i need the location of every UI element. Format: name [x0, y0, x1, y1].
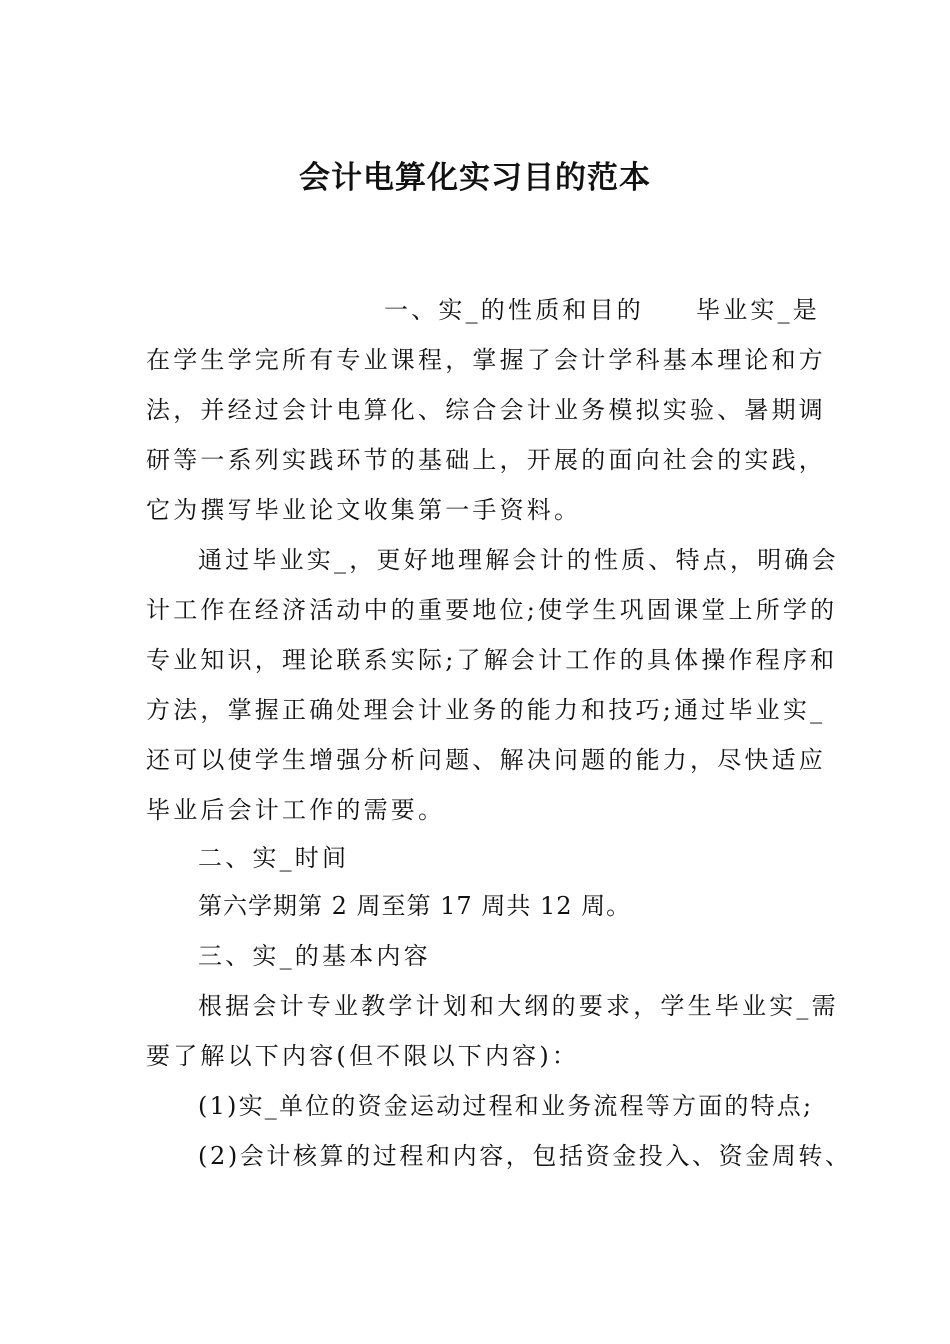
paragraph-1-line: 研等一系列实践环节的基础上，开展的面向社会的实践，: [146, 446, 826, 474]
paragraph-3-line: 要了解以下内容(但不限以下内容)：: [146, 1042, 580, 1070]
internship-time-text: 第六学期第 2 周至第 17 周共 12 周。: [198, 892, 632, 920]
paragraph-2-line: 毕业后会计工作的需要。: [146, 796, 446, 824]
section-1-heading: 一、实_的性质和目的: [384, 296, 644, 324]
section-2-heading: 二、实_时间: [198, 844, 350, 872]
content-item-1: (1)实_单位的资金运动过程和业务流程等方面的特点;: [198, 1092, 814, 1120]
section-1-heading-line: [384, 290, 820, 330]
paragraph-1-lead: 毕业实_是: [696, 296, 820, 324]
document-title: 会计电算化实习目的范本: [299, 160, 651, 196]
paragraph-1-line: 它为撰写毕业论文收集第一手资料。: [146, 496, 582, 524]
section-3-heading: 三、实_的基本内容: [198, 942, 431, 970]
paragraph-2-line: 还可以使学生增强分析问题、解决问题的能力，尽快适应: [146, 746, 826, 774]
paragraph-2-line: 通过毕业实_，更好地理解会计的性质、特点，明确会: [198, 546, 839, 574]
paragraph-3-line: 根据会计专业教学计划和大纲的要求，学生毕业实_需: [198, 992, 839, 1020]
paragraph-1-line: 在学生学完所有专业课程，掌握了会计学科基本理论和方: [146, 346, 826, 374]
paragraph-2-line: 方法，掌握正确处理会计业务的能力和技巧;通过毕业实_: [146, 696, 826, 724]
paragraph-2-line: 计工作在经济活动中的重要地位;使学生巩固课堂上所学的: [146, 596, 838, 624]
paragraph-2-line: 专业知识，理论联系实际;了解会计工作的具体操作程序和: [146, 646, 838, 674]
content-item-2: (2)会计核算的过程和内容，包括资金投入、资金周转、: [198, 1142, 852, 1170]
paragraph-1-line: 法，并经过会计电算化、综合会计业务模拟实验、暑期调: [146, 396, 826, 424]
